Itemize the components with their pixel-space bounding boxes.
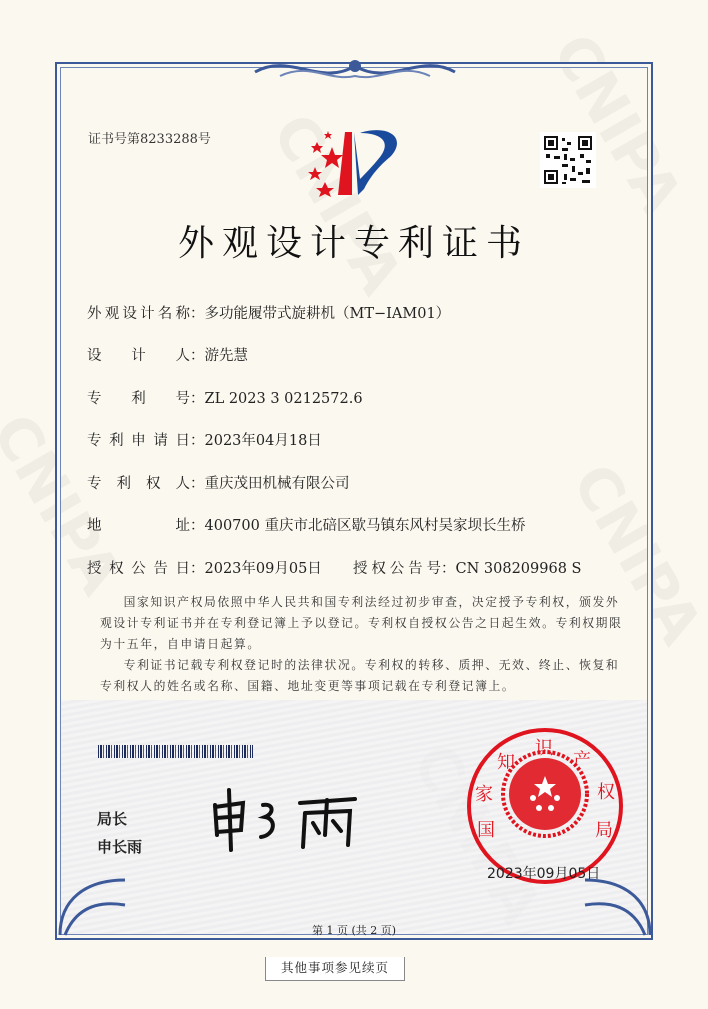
svg-text:权: 权 (597, 782, 615, 803)
field-address: 地址：400700 重庆市北碚区歇马镇东风村吴家坝长生桥 (87, 514, 525, 535)
qr-code (540, 132, 596, 188)
legal-status-statement (100, 655, 625, 697)
field-grant-date: 授权公告日：2023年09月05日 (87, 557, 322, 578)
field-value: ZL 2023 3 0212572.6 (204, 391, 363, 407)
svg-text:家: 家 (475, 784, 493, 805)
field-label: 专利号 (87, 391, 190, 407)
field-announcement-number: 授权公告号：CN 308209968 S (353, 557, 581, 578)
signatory-title: 局长 (97, 810, 128, 828)
field-value: 游先慧 (204, 348, 248, 364)
paragraph: 国家知识产权局依照中华人民共和国专利法经过初步审查，决定授予专利权，颁发外观设计专利证书并在专利登记簿上予以登记。专利权自授权公告之日起生效。专利权期限为十五年，自申请日起算。 (100, 595, 623, 651)
field-application-date: 专利申请日：2023年04月18日 (87, 429, 322, 450)
svg-text:国: 国 (477, 820, 495, 841)
field-label: 授权公告号 (353, 561, 441, 577)
field-label: 地址 (87, 518, 190, 534)
field-design-name: 外观设计名称：多功能履带式旋耕机（MT−IAM01） (87, 302, 450, 323)
page-title: 外观设计专利证书 (177, 223, 530, 264)
continuation-note: 其他事项参见续页 (265, 957, 405, 981)
svg-text:知: 知 (497, 752, 515, 773)
svg-text:识: 识 (535, 738, 553, 759)
handwritten-signature (205, 785, 370, 855)
grant-statement (100, 592, 625, 655)
field-patent-number: 专利号：ZL 2023 3 0212572.6 (87, 387, 363, 408)
cnipa-logo (300, 127, 410, 197)
field-patentee: 专利权人：重庆茂田机械有限公司 (87, 472, 350, 493)
svg-text:产: 产 (573, 750, 591, 771)
svg-text:局: 局 (595, 820, 613, 841)
official-seal (455, 726, 635, 886)
field-value: 多功能履带式旋耕机（MT−IAM01） (204, 306, 451, 322)
barcode (98, 745, 253, 758)
field-value: 2023年09月05日 (204, 561, 322, 577)
certificate-number: 证书号第8233288号 (88, 132, 211, 147)
field-label: 设计人 (87, 348, 190, 364)
field-label: 授权公告日 (87, 561, 190, 577)
seal-date: 2023年09月05日 (487, 866, 601, 882)
field-label: 专利申请日 (87, 433, 190, 449)
field-value: CN 308209968 S (455, 561, 582, 577)
signatory-name: 申长雨 (97, 838, 143, 856)
top-ornament-icon (250, 52, 460, 88)
field-label: 专利权人 (87, 476, 190, 492)
field-value: 重庆茂田机械有限公司 (204, 476, 350, 492)
field-designer: 设计人：游先慧 (87, 344, 248, 365)
page-indicator: 第 1 页 (共 2 页) (311, 924, 397, 937)
field-label: 外观设计名称 (87, 306, 190, 322)
paragraph: 专利证书记载专利权登记时的法律状况。专利权的转移、质押、无效、终止、恢复和专利权人的姓名或名称、国籍、地址变更等事项记载在专利登记簿上。 (100, 658, 620, 693)
field-value: 400700 重庆市北碚区歇马镇东风村吴家坝长生桥 (204, 518, 526, 534)
field-value: 2023年04月18日 (204, 433, 322, 449)
